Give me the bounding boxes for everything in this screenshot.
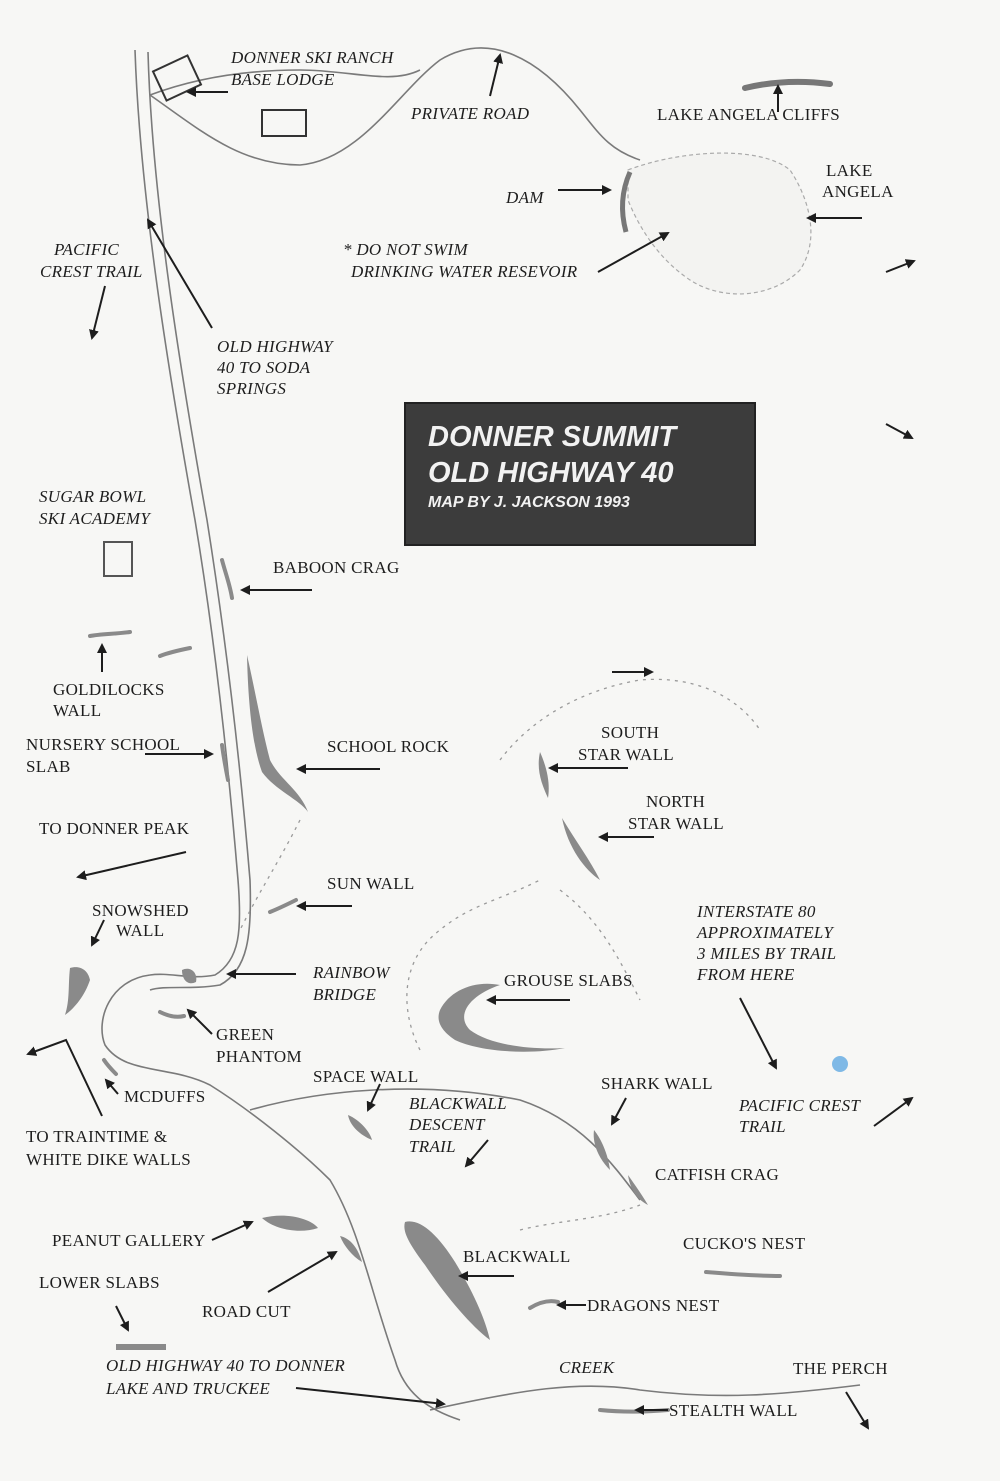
north-star-wall-formation — [562, 818, 600, 880]
label-dam: DAM — [506, 188, 544, 207]
label-lake-angela-1: LAKE — [826, 161, 873, 180]
map-credit: MAP BY J. JACKSON 1993 — [428, 494, 630, 511]
arrow-old-hwy-truckee — [296, 1388, 444, 1404]
lodge-annex-building — [262, 110, 306, 136]
arrow-donner-peak — [78, 852, 186, 877]
arrow-reservoir — [598, 233, 668, 272]
label-shark-wall: SHARK WALL — [601, 1074, 713, 1093]
blue-pond — [832, 1056, 848, 1072]
goldilocks-small-rock — [160, 648, 190, 656]
label-north-star-1: NORTH — [646, 792, 706, 811]
label-goldilocks-2: WALL — [53, 701, 102, 720]
arrow-lower-slabs — [116, 1306, 128, 1330]
label-i80-2: APPROXIMATELY — [697, 923, 834, 942]
label-south-star-1: SOUTH — [601, 723, 660, 742]
arrow-pct-top — [92, 286, 105, 338]
label-blackwall-descent-3: TRAIL — [409, 1137, 456, 1156]
label-blackwall-descent-2: DESCENT — [409, 1115, 485, 1134]
small-rocks — [90, 560, 780, 1412]
label-north-star-2: STAR WALL — [628, 814, 724, 833]
arrow-old-hwy-soda — [148, 220, 212, 328]
catfish-crag-formation — [628, 1175, 648, 1205]
peanut-gallery-formation — [262, 1216, 318, 1231]
arrow-the-perch — [846, 1392, 868, 1428]
label-lake-angela-2: ANGELA — [822, 182, 894, 201]
south-star-wall-formation — [539, 752, 549, 798]
road-cut-formation — [340, 1236, 362, 1262]
label-dragons-nest: DRAGONS NEST — [587, 1296, 720, 1315]
shark-wall-formation — [594, 1130, 610, 1170]
title-line-2: OLD HIGHWAY 40 — [428, 457, 674, 489]
snowshed-wall-formation — [65, 967, 90, 1015]
private-road — [150, 48, 640, 165]
dragons-nest-rock — [530, 1301, 558, 1308]
label-snowshed-2: WALL — [116, 921, 165, 940]
baboon-crag-rock — [222, 560, 232, 598]
label-old-hwy-truckee-1: OLD HIGHWAY 40 TO DONNER — [106, 1356, 345, 1375]
label-sugar-bowl-2: SKI ACADEMY — [39, 509, 151, 528]
trail-lines — [240, 679, 760, 1230]
arrow-interstate-80 — [740, 998, 776, 1068]
label-i80-4: FROM HERE — [697, 965, 795, 984]
label-traintime-1: TO TRAINTIME & — [26, 1127, 168, 1146]
grouse-slabs-formation — [439, 984, 565, 1052]
sun-wall-rock — [270, 900, 296, 912]
label-school-rock: SCHOOL ROCK — [327, 737, 450, 756]
cuckos-trail — [520, 1205, 640, 1230]
label-sugar-bowl-1: SUGAR BOWL — [39, 487, 147, 506]
label-cuckos-nest: CUCKO'S NEST — [683, 1234, 806, 1253]
label-private-road: PRIVATE ROAD — [411, 104, 530, 123]
label-south-star-2: STAR WALL — [578, 745, 674, 764]
arrow-shark-wall — [612, 1098, 626, 1124]
label-no-swim-2: DRINKING WATER RESEVOIR — [351, 262, 578, 281]
arrow-private-road — [490, 55, 500, 96]
label-nursery-1: NURSERY SCHOOL — [26, 735, 181, 754]
sugar-bowl-building — [104, 542, 132, 576]
title-line-1: DONNER SUMMIT — [428, 421, 677, 453]
label-space-wall: SPACE WALL — [313, 1067, 419, 1086]
lower-slabs-formation — [116, 1344, 166, 1350]
arrow-pct-bottom — [874, 1098, 912, 1126]
green-phantom-rock — [160, 1012, 184, 1017]
label-pct-top-1: PACIFIC — [54, 240, 120, 259]
lake-angela-cliffs-rock — [745, 82, 830, 88]
arrow-blackwall-descent — [466, 1140, 488, 1166]
label-lower-slabs: LOWER SLABS — [39, 1273, 160, 1292]
label-green-phantom-1: GREEN — [216, 1025, 275, 1044]
arrow-snowshed — [92, 920, 104, 945]
blackwall-descent-trail — [407, 880, 540, 1050]
label-stealth-wall: STEALTH WALL — [669, 1401, 798, 1420]
map-title-box — [404, 402, 756, 546]
lake-angela — [628, 153, 811, 294]
label-creek: CREEK — [559, 1358, 615, 1377]
mcduffs-rock — [104, 1060, 116, 1074]
label-rainbow-1: RAINBOW — [313, 963, 390, 982]
label-peanut-gallery: PEANUT GALLERY — [52, 1231, 206, 1250]
label-nursery-2: SLAB — [26, 757, 71, 776]
label-road-cut: ROAD CUT — [202, 1302, 291, 1321]
school-rock-formation — [247, 655, 308, 812]
arrow-east-1 — [886, 261, 914, 272]
rainbow-bridge-formation — [182, 969, 196, 984]
space-wall-formation — [348, 1115, 372, 1140]
label-mcduffs: MCDUFFS — [124, 1087, 206, 1106]
label-donner-ski-ranch-1: DONNER SKI RANCH — [231, 48, 394, 67]
label-old-hwy-soda-1: OLD HIGHWAY — [217, 337, 333, 356]
label-i80-3: 3 MILES BY TRAIL — [697, 944, 837, 963]
cuckos-nest-rock — [706, 1272, 780, 1276]
goldilocks-wall-rock — [90, 632, 130, 636]
label-rainbow-2: BRIDGE — [313, 985, 377, 1004]
arrow-road-cut — [268, 1252, 336, 1292]
label-pct-bottom-1: PACIFIC CREST — [739, 1096, 861, 1115]
label-to-donner-peak: TO DONNER PEAK — [39, 819, 190, 838]
arrow-green-phantom — [188, 1010, 212, 1034]
label-blackwall-descent-1: BLACKWALL — [409, 1094, 507, 1113]
arrow-peanut-gallery — [212, 1222, 252, 1240]
base-lodge-building — [153, 55, 201, 100]
label-goldilocks-1: GOLDILOCKS — [53, 680, 165, 699]
arrow-traintime — [28, 1040, 102, 1116]
label-snowshed-1: SNOWSHED — [92, 901, 189, 920]
label-traintime-2: WHITE DIKE WALLS — [26, 1150, 192, 1169]
label-donner-ski-ranch-2: BASE LODGE — [231, 70, 335, 89]
label-i80-1: INTERSTATE 80 — [697, 902, 816, 921]
label-the-perch: THE PERCH — [793, 1359, 888, 1378]
label-old-hwy-truckee-2: LAKE AND TRUCKEE — [106, 1379, 271, 1398]
label-old-hwy-soda-3: SPRINGS — [217, 379, 287, 398]
label-blackwall: BLACKWALL — [463, 1247, 571, 1266]
arrow-east-2 — [886, 424, 912, 438]
label-pct-top-2: CREST TRAIL — [40, 262, 143, 281]
blackwall-formation — [404, 1221, 490, 1340]
label-no-swim-1: * DO NOT SWIM — [343, 240, 468, 259]
label-sun-wall: SUN WALL — [327, 874, 415, 893]
label-lake-angela-cliffs: LAKE ANGELA CLIFFS — [657, 105, 840, 124]
arrow-mcduffs — [106, 1080, 118, 1094]
label-baboon-crag: BABOON CRAG — [273, 558, 400, 577]
label-catfish-crag: CATFISH CRAG — [655, 1165, 780, 1184]
label-green-phantom-2: PHANTOM — [216, 1047, 302, 1066]
label-grouse-slabs: GROUSE SLABS — [504, 971, 633, 990]
traintime-bent-arrow — [28, 1040, 102, 1116]
label-old-hwy-soda-2: 40 TO SODA — [217, 358, 311, 377]
label-pct-bottom-2: TRAIL — [739, 1117, 786, 1136]
